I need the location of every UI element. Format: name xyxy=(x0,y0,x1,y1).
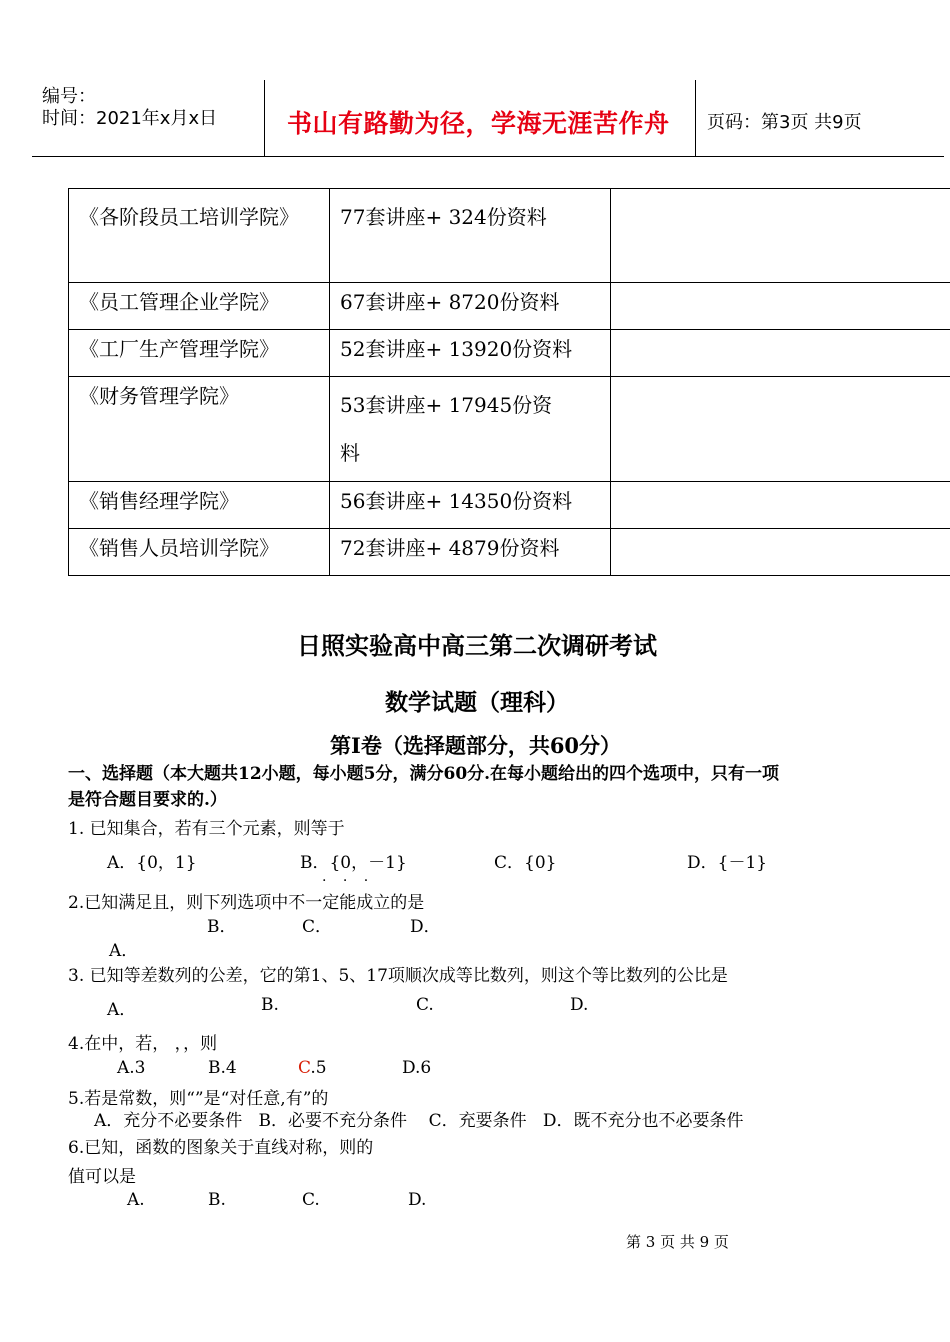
table-cell-note xyxy=(611,377,950,482)
question-4-option-c-letter: C xyxy=(298,1058,311,1078)
question-4-option-a: A.3 xyxy=(117,1058,146,1078)
doc-time-label: 时间：2021年x月x日 xyxy=(42,108,218,129)
table-cell-name: 《员工管理企业学院》 xyxy=(69,283,330,330)
table-row xyxy=(69,189,950,283)
question-2-emphasis-dots: . . . xyxy=(322,869,375,885)
question-6-text: 6.已知，函数的图象关于直线对称，则的 xyxy=(68,1138,374,1158)
question-1-option-a: A．{0，1} xyxy=(107,853,197,873)
section-instructions-line1: 一、选择题（本大题共12小题，每小题5分，满分60分.在每小题给出的四个选项中，只有一项 xyxy=(68,764,780,784)
question-4-option-b: B.4 xyxy=(208,1058,237,1078)
exam-subtitle: 数学试题（理科） xyxy=(385,689,569,716)
question-6-option-a: A. xyxy=(127,1190,145,1210)
question-3-option-d: D. xyxy=(570,995,589,1015)
question-5-options: A．充分不必要条件 B．必要不充分条件 C．充要条件 D．既不充分也不必要条件 xyxy=(94,1111,744,1131)
table-cell-note xyxy=(611,330,950,377)
header-motto: 书山有路勤为径，学海无涯苦作舟 xyxy=(287,109,670,138)
section-instructions-line2: 是符合题目要求的.） xyxy=(68,790,227,810)
table-cell-content: 72套讲座+ 4879份资料 xyxy=(330,529,611,576)
question-1-option-b: B．{0，－1} xyxy=(300,853,407,873)
table-cell-content: 67套讲座+ 8720份资料 xyxy=(330,283,611,330)
header-divider-right xyxy=(695,80,696,157)
table-cell-content: 53套讲座+ 17945份资料 xyxy=(330,377,611,482)
question-6-option-c: C. xyxy=(302,1190,320,1210)
question-2-option-a: A． xyxy=(109,941,139,961)
table-row xyxy=(69,330,950,377)
question-3-option-a: A． xyxy=(107,1000,137,1020)
header-bottom-rule xyxy=(32,156,944,157)
question-3-text: 3. 已知等差数列的公差，它的第1、5、17项顺次成等比数列，则这个等比数列的公比是 xyxy=(68,966,728,986)
resource-table xyxy=(68,188,950,576)
page-footer: 第 3 页 共 9 页 xyxy=(626,1233,729,1251)
question-2-option-d: D． xyxy=(410,917,441,937)
table-cell-note xyxy=(611,283,950,330)
table-row xyxy=(69,529,950,576)
question-2-text: 2.已知满足且，则下列选项中不一定能成立的是 xyxy=(68,893,425,913)
table-row xyxy=(69,482,950,529)
header-divider-left xyxy=(264,80,265,157)
question-2-option-c: C． xyxy=(302,917,333,937)
question-5-text: 5.若是常数，则“”是“对任意,有”的 xyxy=(68,1089,329,1109)
question-2-option-b: B． xyxy=(207,917,237,937)
table-cell-note xyxy=(611,482,950,529)
question-1-text: 1. 已知集合，若有三个元素，则等于 xyxy=(68,819,345,839)
table-cell-name: 《各阶段员工培训学院》 xyxy=(69,189,330,283)
question-6-option-b: B. xyxy=(208,1190,226,1210)
table-cell-content: 52套讲座+ 13920份资料 xyxy=(330,330,611,377)
table-cell-content: 77套讲座+ 324份资料 xyxy=(330,189,611,283)
table-row xyxy=(69,377,950,482)
table-cell-name: 《财务管理学院》 xyxy=(69,377,330,482)
question-1-option-c: C．{0} xyxy=(494,853,557,873)
question-4-text: 4.在中，若， ，，则 xyxy=(68,1034,218,1054)
table-cell-note xyxy=(611,189,950,283)
question-4-option-d: D.6 xyxy=(402,1058,432,1078)
table-cell-note xyxy=(611,529,950,576)
question-1-option-d: D．{－1} xyxy=(687,853,768,873)
header-page-label: 页码：第3页 共9页 xyxy=(707,112,862,133)
question-4-option-c xyxy=(298,1058,327,1078)
table-cell-name: 《工厂生产管理学院》 xyxy=(69,330,330,377)
question-3-option-c: C. xyxy=(416,995,434,1015)
table-cell-name: 《销售经理学院》 xyxy=(69,482,330,529)
exam-part-heading: 第Ⅰ卷（选择题部分，共60分） xyxy=(330,733,622,758)
doc-code-label: 编号： xyxy=(42,86,96,107)
question-3-option-b: B. xyxy=(261,995,279,1015)
exam-title: 日照实验高中高三第二次调研考试 xyxy=(297,631,657,660)
question-6-text-continued: 值可以是 xyxy=(68,1167,136,1187)
table-cell-name: 《销售人员培训学院》 xyxy=(69,529,330,576)
question-6-option-d: D. xyxy=(408,1190,427,1210)
table-row xyxy=(69,283,950,330)
table-cell-content: 56套讲座+ 14350份资料 xyxy=(330,482,611,529)
question-4-option-c-value: .5 xyxy=(310,1058,327,1078)
